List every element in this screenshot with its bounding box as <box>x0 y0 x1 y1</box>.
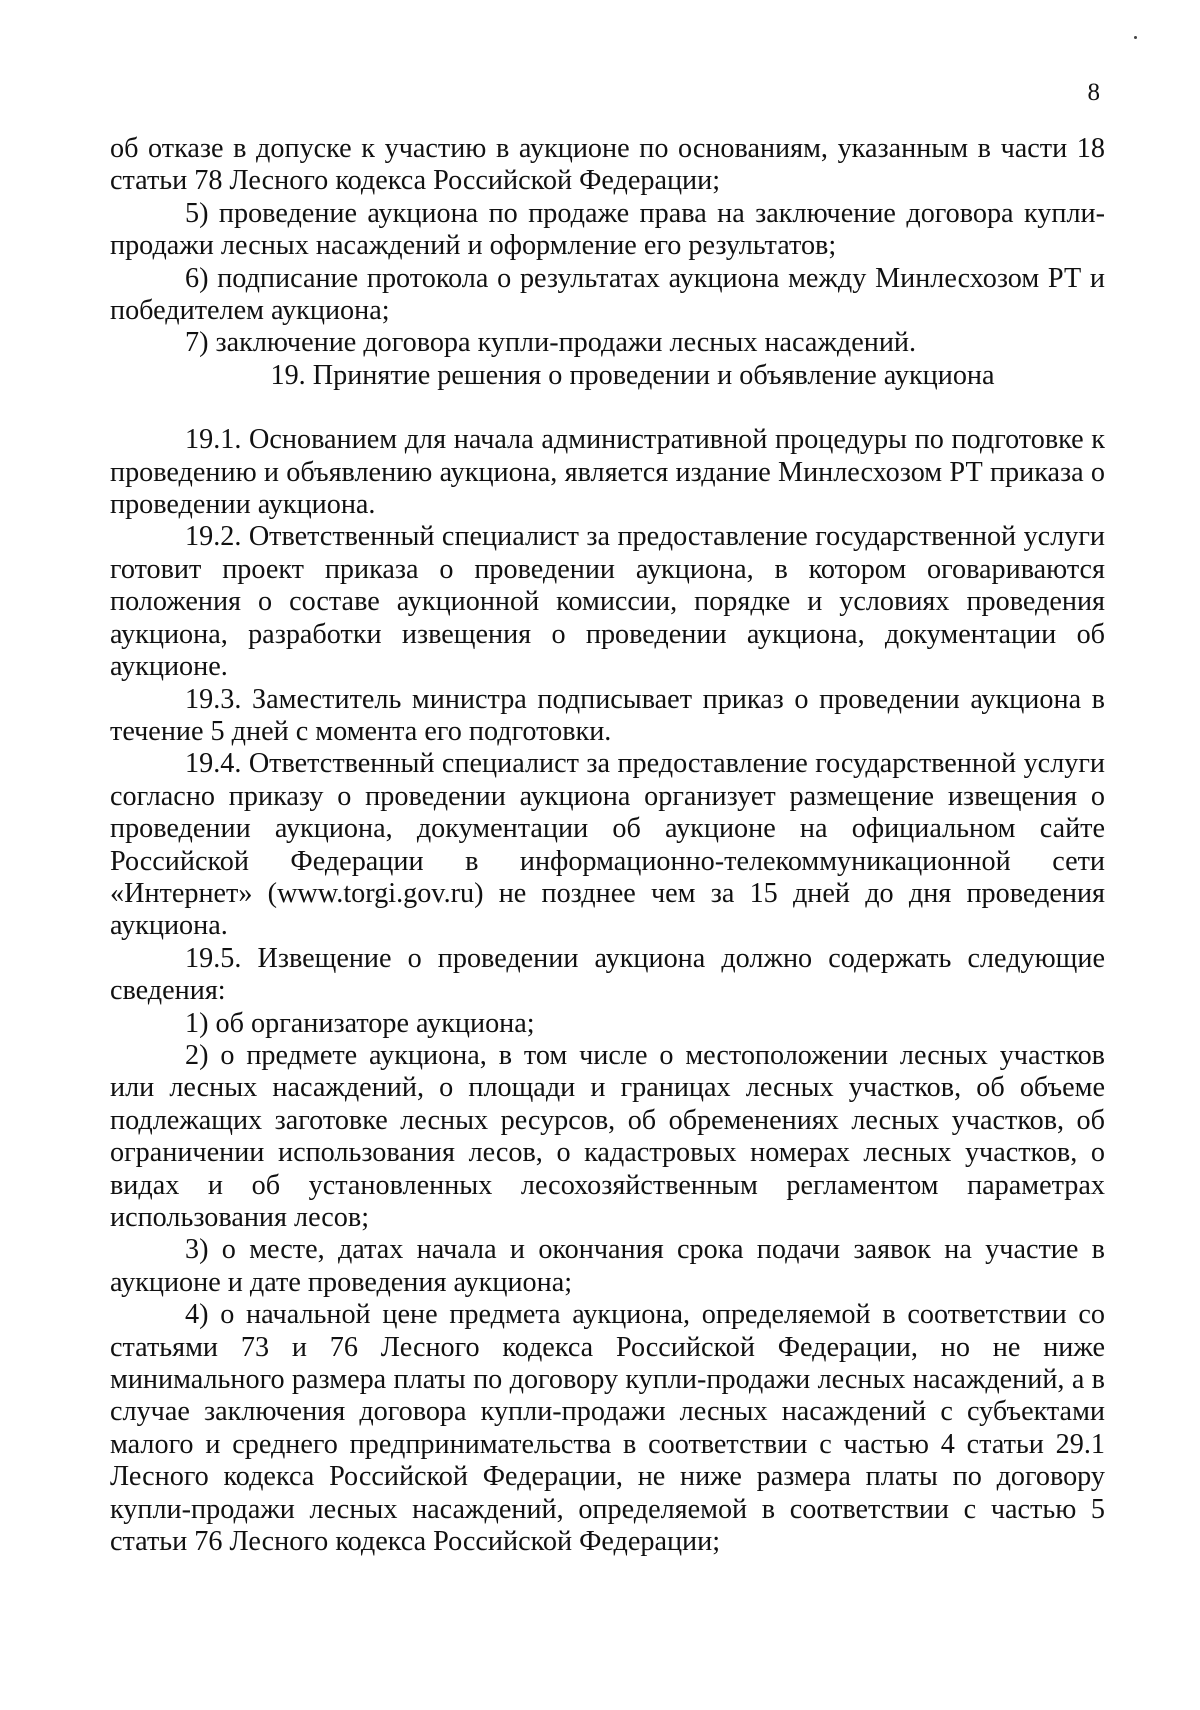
paragraph-continuation: об отказе в допуске к участию в аукционе по основаниям, указанным в части 18 статьи 78 Лесного кодекса Российской Федерации; <box>110 133 1105 197</box>
notice-item-2: 2) о предмете аукциона, в том числе о местоположении лесных участков или лесных насаждений, о площади и границах лесных участков, об объеме подлежащих заготовке лесных ресурсов, об обременениях лесных участков, об ограничении использования лесов, о кадастровых номерах лесных участков, о видах и об установленных лесохозяйственным регламентом параметрах использования лесов; <box>110 1039 1105 1233</box>
section-gap <box>110 392 1105 424</box>
notice-item-1: 1) об организаторе аукциона; <box>185 1007 535 1039</box>
list-item-5: 5) проведение аукциона по продаже права на заключение договора купли-продажи лесных насаждений и оформление его результатов; <box>110 197 1105 262</box>
scan-dot <box>1134 36 1137 39</box>
clause-19-2: 19.2. Ответственный специалист за предоставление государственной услуги готовит проект приказа о проведении аукциона, в котором оговариваются положения о составе аукционной комиссии, порядке и условиях проведения аукциона, разработки извещения о проведении аукциона, документации об аукционе. <box>110 521 1105 683</box>
page-number: 8 <box>1087 79 1100 106</box>
clause-19-4: 19.4. Ответственный специалист за предоставление государственной услуги согласно приказу о проведении аукциона организует размещение извещения о проведении аукциона, документации об аукционе на официальном сайте Российской Федерации в информационно-телекоммуникационной сети «Интернет» (www.torgi.gov.ru) не позднее чем за 15 дней до дня проведения аукциона. <box>110 748 1105 942</box>
document-body <box>110 133 1105 1558</box>
notice-item-4: 4) о начальной цене предмета аукциона, определяемой в соответствии со статьями 73 и 76 Лесного кодекса Российской Федерации, но не ниже минимального размера платы по договору купли-продажи лесных насаждений, а в случае заключения договора купли-продажи лесных насаждений с субъектами малого и среднего предпринимательства в соответствии с частью 4 статьи 29.1 Лесного кодекса Российской Федерации, не ниже размера платы по договору купли-продажи лесных насаждений, определяемой в соответствии с частью 5 статьи 76 Лесного кодекса Российской Федерации; <box>110 1299 1105 1558</box>
clause-19-3: 19.3. Заместитель министра подписывает приказ о проведении аукциона в течение 5 дней с момента его подготовки. <box>110 683 1105 747</box>
clause-19-1: 19.1. Основанием для начала административной процедуры по подготовке к проведению и объявлению аукциона, является издание Минлесхозом РТ приказа о проведении аукциона. <box>110 424 1105 521</box>
notice-item-3: 3) о месте, датах начала и окончания срока подачи заявок на участие в аукционе и дате проведения аукциона; <box>110 1234 1105 1298</box>
clause-19-5: 19.5. Извещение о проведении аукциона должно содержать следующие сведения: <box>110 942 1105 1007</box>
list-item-7: 7) заключение договора купли-продажи лесных насаждений. <box>185 327 917 359</box>
list-item-6: 6) подписание протокола о результатах аукциона между Минлесхозом РТ и победителем аукциона; <box>110 262 1105 327</box>
section-heading-19: 19. Принятие решения о проведении и объявление аукциона <box>270 359 995 391</box>
